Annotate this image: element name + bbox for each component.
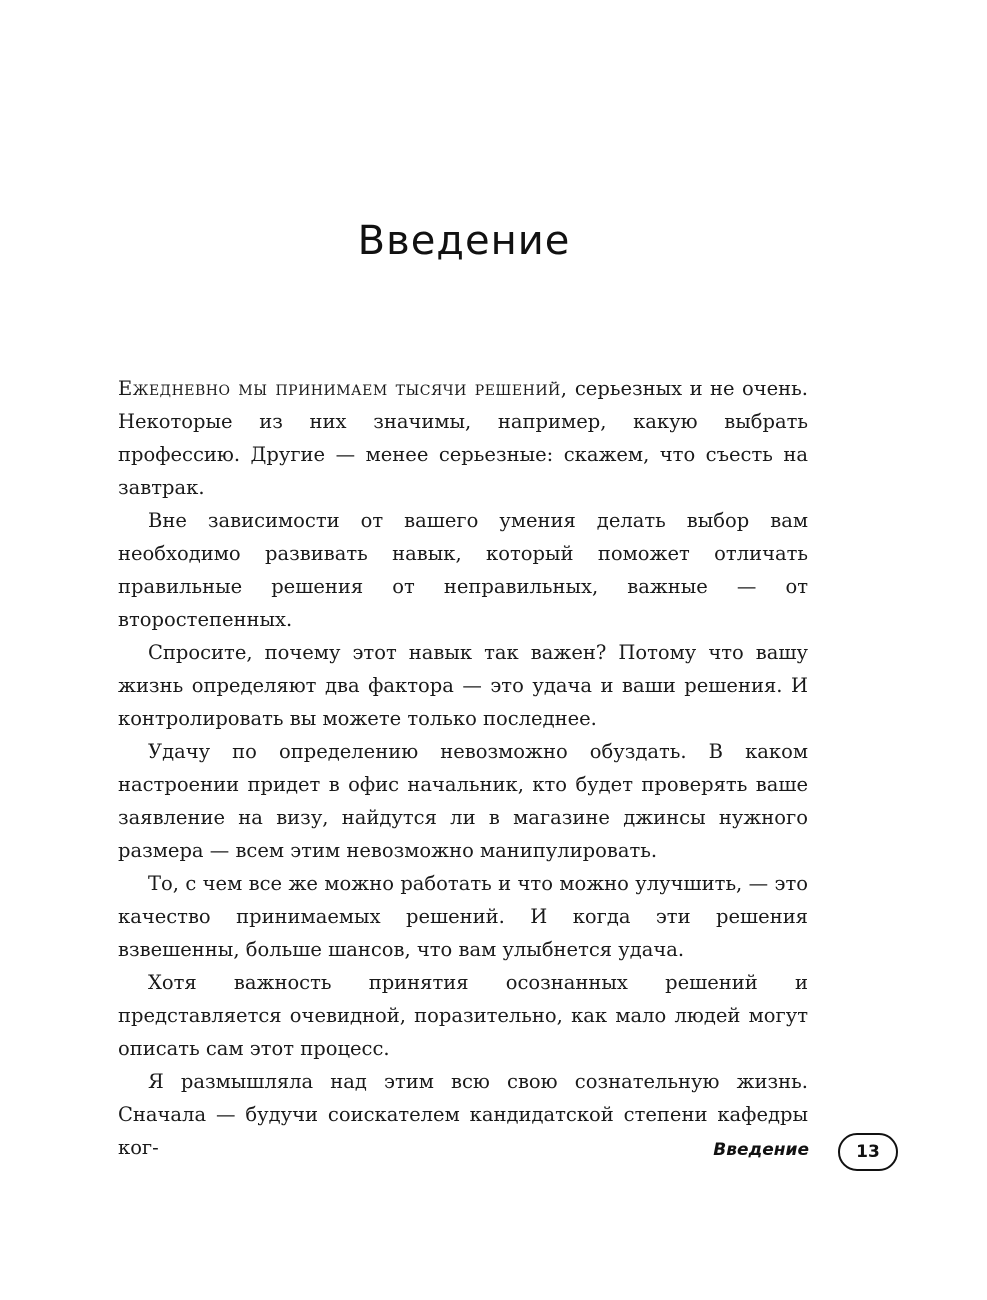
chapter-title: Введение — [357, 218, 571, 264]
paragraph: Я размышляла над этим всю свою сознательную жизнь. Сначала — будучи соискателем кандидатской степени кафедры ког- — [118, 1070, 808, 1159]
paragraph: Хотя важность принятия осознанных решений и представляется очевидной, поразительно, как мало людей могут описать сам этот процесс. — [118, 971, 808, 1060]
page-number-badge: 13 — [838, 1133, 898, 1171]
paragraph: Удачу по определению невозможно обуздать. В каком настроении придет в офис начальник, кто будет проверять ваше заявление на визу, найдутся ли в магазине джинсы нужного размера — всем этим невозможно манипулировать. — [118, 740, 808, 862]
paragraph — [118, 372, 808, 504]
paragraph-text: серьезных и не очень. Некоторые из них значимы, например, какую выбрать профессию. Другие — менее серьезные: скажем, что съесть на завтрак. — [118, 377, 808, 499]
running-title: Введение — [713, 1140, 809, 1160]
paragraph: То, с чем все же можно работать и что можно улучшить, — это качество принимаемых решений. И когда эти решения взвешенны, больше шансов, что вам улыбнется удача. — [118, 872, 808, 961]
paragraph: Спросите, почему этот навык так важен? Потому что вашу жизнь определяют два фактора — это удача и ваши решения. И контролировать вы можете только последнее. — [118, 641, 808, 730]
paragraph: Вне зависимости от вашего умения делать выбор вам необходимо развивать навык, который поможет отличать правильные решения от неправильных, важные — от второстепенных. — [118, 509, 808, 631]
chapter-body — [118, 372, 808, 1164]
page-footer — [600, 1133, 900, 1171]
paragraph-lead-in: Ежедневно мы принимаем тысячи решений, — [118, 377, 568, 400]
